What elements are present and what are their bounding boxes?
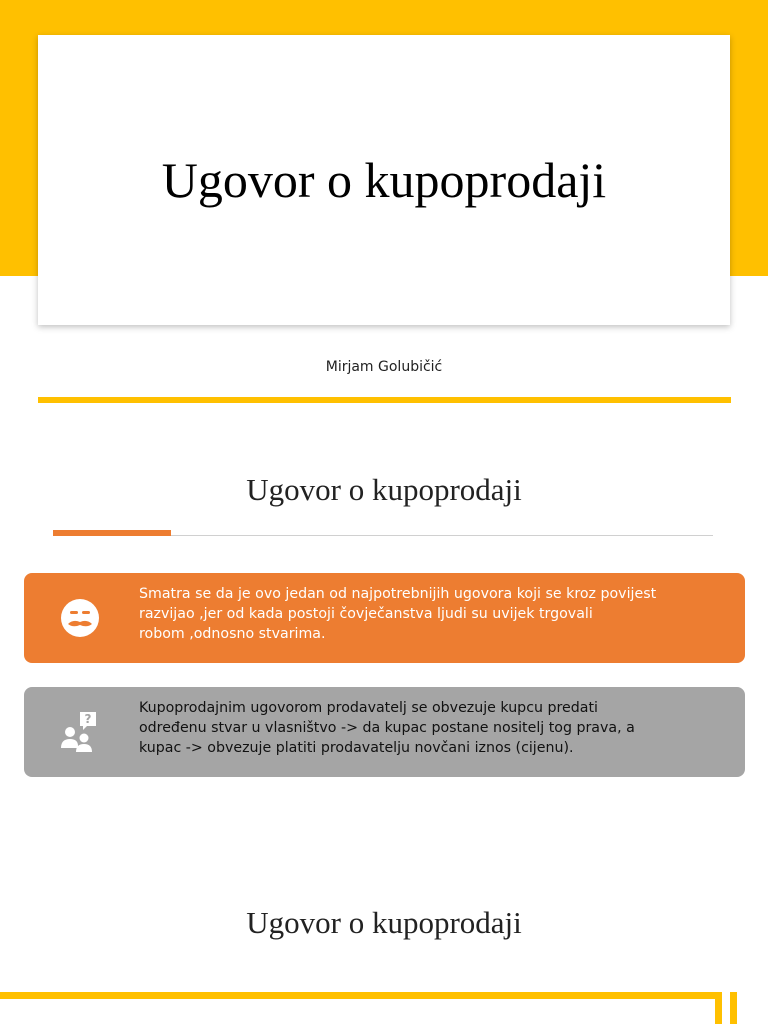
slide-frame-bar xyxy=(730,992,737,1024)
card-text: Smatra se da je ovo jedan od najpotrebnijih ugovora koji se kroz povijest razvijao ,jer od kada postoji čovječanstva ljudi su uvijek trgovali robom ,odnosno stvarima. xyxy=(139,586,657,642)
mustache-face-icon xyxy=(56,594,104,642)
svg-text:?: ? xyxy=(84,712,92,726)
title-card xyxy=(38,35,730,325)
info-card-definition xyxy=(24,687,745,777)
author-name: Mirjam Golubičić xyxy=(325,359,443,375)
info-card-history xyxy=(24,573,745,663)
slide-frame-bar xyxy=(715,992,722,1024)
section-title: Ugovor o kupoprodaji xyxy=(246,905,522,940)
card-text: Kupoprodajnim ugovorom prodavatelj se obvezuje kupcu predati određenu stvar u vlasništvo -> da kupac postane nositelj tog prava, a kupac -> obvezuje platiti prodavatelju novčani iznos (cijenu). xyxy=(139,700,635,756)
section-title: Ugovor o kupoprodaji xyxy=(246,472,522,507)
slide-title: Ugovor o kupoprodaji xyxy=(161,152,607,208)
title-accent-bar xyxy=(53,530,171,536)
slide-frame-bottom xyxy=(0,992,716,999)
slide-divider xyxy=(38,397,731,403)
people-question-icon xyxy=(56,708,104,756)
